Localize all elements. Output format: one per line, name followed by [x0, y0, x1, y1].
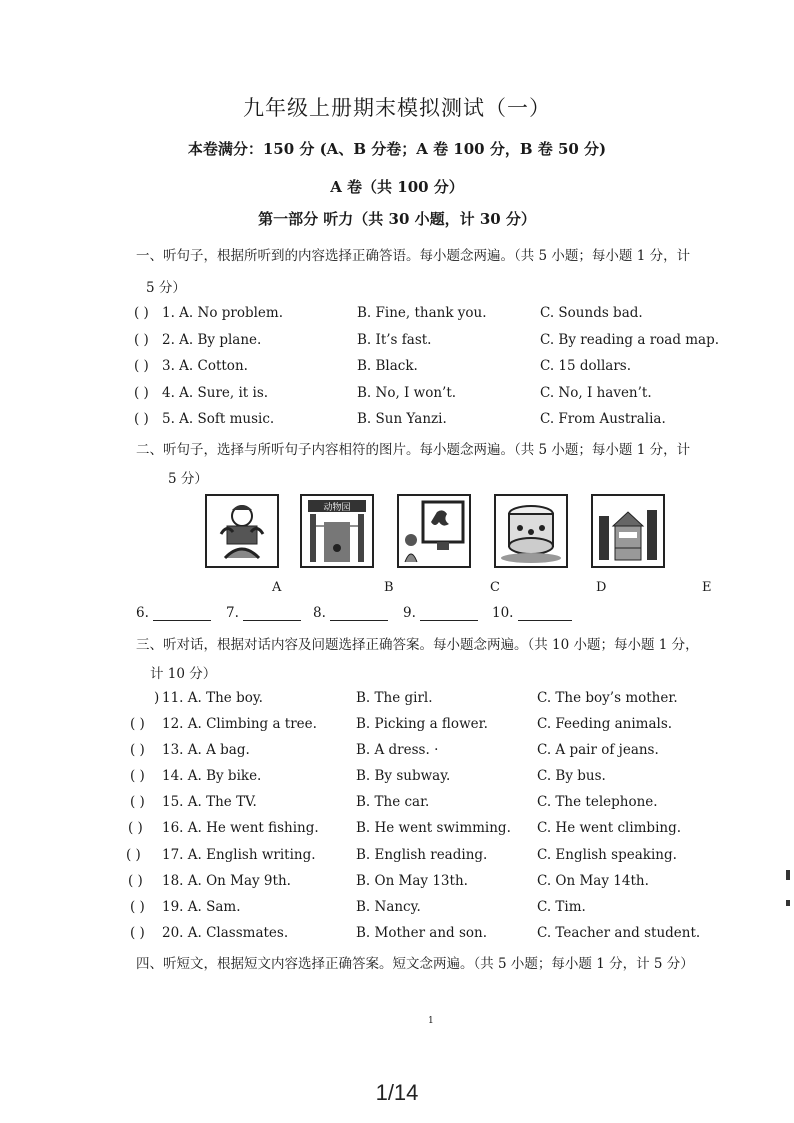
page-number: 1 [428, 1016, 434, 1026]
option-c: C. Teacher and student. [537, 925, 701, 941]
option-a: 19. A. Sam. [162, 899, 241, 915]
option-a: 17. A. English writing. [162, 847, 316, 863]
option-a: 1. A. No problem. [162, 305, 283, 321]
option-c: C. Feeding animals. [537, 716, 673, 732]
option-a: 4. A. Sure, it is. [162, 385, 269, 401]
picture-letter-b: B [384, 580, 394, 595]
option-c: C. Tim. [537, 899, 586, 915]
question-row [0, 925, 794, 947]
blank-10[interactable]: 10. [492, 605, 572, 621]
section1-instruction: 一、听句子，根据所听到的内容选择正确答语。每小题念两遍。（共 5 小题；每小题 1 分，计 [136, 248, 691, 264]
option-b: B. The girl. [356, 690, 433, 706]
option-a: 13. A. A bag. [162, 742, 250, 758]
question-row [0, 820, 794, 842]
option-c: C. Sounds bad. [540, 305, 643, 321]
question-row [0, 742, 794, 764]
option-c: C. The boy’s mother. [537, 690, 678, 706]
option-a: 2. A. By plane. [162, 332, 262, 348]
question-row [0, 847, 794, 869]
option-a: 15. A. The TV. [162, 794, 257, 810]
question-row [0, 768, 794, 790]
option-a: 14. A. By bike. [162, 768, 262, 784]
scan-mark [786, 870, 790, 880]
picture-letter-c: C [490, 580, 500, 595]
question-row [0, 358, 794, 380]
option-a: 20. A. Classmates. [162, 925, 289, 941]
option-a: 18. A. On May 9th. [162, 873, 291, 889]
section2-instruction-cont: 5 分） [168, 471, 208, 487]
option-a: 16. A. He went fishing. [162, 820, 319, 836]
option-b: B. Nancy. [356, 899, 421, 915]
blank-6[interactable]: 6. [136, 605, 211, 621]
option-c: C. The telephone. [537, 794, 658, 810]
question-row [0, 794, 794, 816]
person-illustration-icon [205, 494, 279, 568]
girl-watching-tv-illustration-icon [397, 494, 471, 568]
question-row [0, 899, 794, 921]
scan-mark [786, 900, 790, 906]
answer-bracket[interactable]: ( ) [130, 742, 145, 758]
amusement-park-illustration-icon [591, 494, 665, 568]
option-b: B. On May 13th. [356, 873, 468, 889]
answer-bracket[interactable]: ( ) [130, 716, 145, 732]
option-c: C. On May 14th. [537, 873, 649, 889]
option-c: C. He went climbing. [537, 820, 682, 836]
option-b: B. By subway. [356, 768, 451, 784]
option-a: 5. A. Soft music. [162, 411, 275, 427]
section4-instruction: 四、听短文，根据短文内容选择正确答案。短文念两遍。（共 5 小题；每小题 1 分，计 5 分） [136, 956, 694, 972]
picture-letter-a: A [272, 580, 282, 595]
volume-a-heading: A 卷（共 100 分） [330, 178, 464, 196]
answer-bracket[interactable]: ( ) [130, 925, 145, 941]
exam-title: 九年级上册期末模拟测试（一） [243, 96, 551, 120]
picture-letter-d: D [596, 580, 607, 595]
blank-9[interactable]: 9. [403, 605, 478, 621]
option-a: 11. A. The boy. [162, 690, 263, 706]
birthday-cake-illustration-icon [494, 494, 568, 568]
answer-bracket[interactable]: ( ) [130, 899, 145, 915]
option-b: B. The car. [356, 794, 430, 810]
page-indicator: 1/14 [375, 1080, 419, 1105]
zoo-gate-illustration-icon [300, 494, 374, 568]
answer-bracket[interactable]: ( ) [130, 768, 145, 784]
option-b: B. No, I won’t. [357, 385, 457, 401]
option-c: C. By reading a road map. [540, 332, 720, 348]
section3-instruction: 三、听对话，根据对话内容及问题选择正确答案。每小题念两遍。（共 10 小题；每小题 1 分， [136, 637, 699, 653]
answer-bracket[interactable]: ( ) [128, 820, 143, 836]
option-b: B. Black. [357, 358, 418, 374]
answer-bracket[interactable]: ( ) [134, 385, 149, 401]
answer-bracket[interactable]: ( ) [134, 358, 149, 374]
option-b: B. He went swimming. [356, 820, 511, 836]
option-c: C. English speaking. [537, 847, 677, 863]
question-row [0, 690, 794, 712]
option-b: B. Picking a flower. [356, 716, 488, 732]
section3-instruction-cont: 计 10 分） [150, 666, 217, 682]
option-b: B. Fine, thank you. [357, 305, 487, 321]
option-b: B. It’s fast. [357, 332, 432, 348]
zoo-sign: 动物园 [323, 503, 351, 513]
question-row [0, 716, 794, 738]
picture-letter-e: E [702, 580, 712, 595]
option-a: 3. A. Cotton. [162, 358, 248, 374]
option-c: C. By bus. [537, 768, 606, 784]
score-line: 本卷满分：150 分 (A、B 分卷；A 卷 100 分，B 卷 50 分) [187, 140, 607, 158]
option-c: C. A pair of jeans. [537, 742, 659, 758]
part-one-heading: 第一部分 听力（共 30 小题，计 30 分） [258, 210, 536, 228]
answer-bracket[interactable]: ( ) [128, 873, 143, 889]
question-row [0, 411, 794, 433]
option-c: C. No, I haven’t. [540, 385, 652, 401]
option-c: C. From Australia. [540, 411, 666, 427]
answer-bracket[interactable]: ) [154, 690, 160, 706]
question-row [0, 305, 794, 327]
picture-options [0, 494, 794, 572]
blank-8[interactable]: 8. [313, 605, 388, 621]
question-row [0, 332, 794, 354]
answer-bracket[interactable]: ( ) [130, 794, 145, 810]
answer-bracket[interactable]: ( ) [134, 411, 149, 427]
option-b: B. Mother and son. [356, 925, 488, 941]
question-row [0, 873, 794, 895]
answer-bracket[interactable]: ( ) [134, 332, 149, 348]
answer-bracket[interactable]: ( ) [126, 847, 141, 863]
option-a: 12. A. Climbing a tree. [162, 716, 317, 732]
option-b: B. English reading. [356, 847, 488, 863]
answer-bracket[interactable]: ( ) [134, 305, 149, 321]
section1-instruction-cont: 5 分） [146, 280, 186, 296]
blank-7[interactable]: 7. [226, 605, 301, 621]
option-b: B. Sun Yanzi. [357, 411, 447, 427]
option-b: B. A dress. · [356, 742, 439, 758]
section2-instruction: 二、听句子，选择与所听句子内容相符的图片。每小题念两遍。（共 5 小题；每小题 1 分，计 [136, 442, 691, 458]
option-c: C. 15 dollars. [540, 358, 632, 374]
question-row [0, 385, 794, 407]
